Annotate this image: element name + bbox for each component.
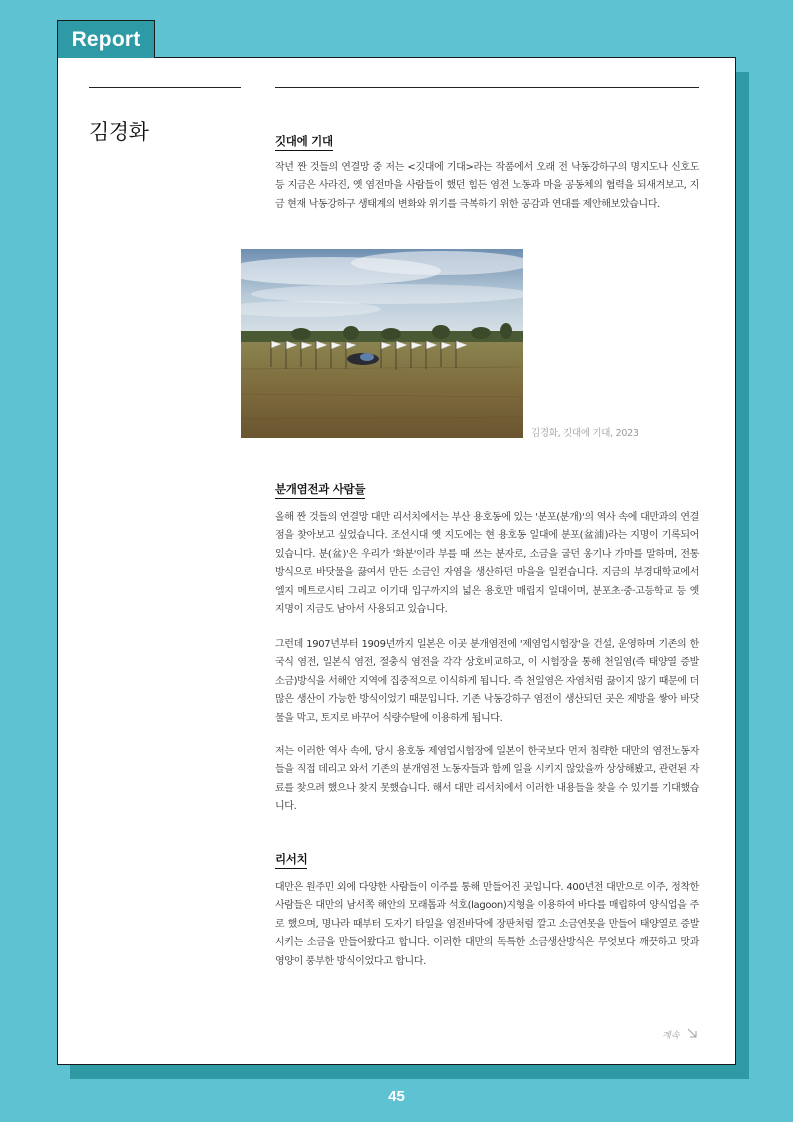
section-title-salt-field: 분개염전과 사람들 [275,481,365,499]
section-paragraph: 저는 이러한 역사 속에, 당시 용호동 제염업시험장에 일본이 한국보다 먼저 침략한 대만의 염전노동자들을 직접 데리고 와서 기존의 분개염전 노동자들과 함께 일을 시키지 않았을까 상상해봤고, 관련된 자료를 찾으려 했으나 찾지 못했습니다. 해서 대만 리서치에서 이러한 내용들을 찾을 수 있기를 기대했습니다. [275,746,699,813]
section-paragraph: 올해 짠 것들의 연결망 대만 리서치에서는 부산 용호동에 있는 '분포(분개)'의 역사 속에 대만과의 연결점을 찾아보고 싶었습니다. 조선시대 옛 지도에는 현 용호동 일대에 분포(盆浦)라는 지명이 기록되어 있습니다. 분(盆)'은 우리가 '화분'이라 부를 때 쓰는 분자로, 소금을 굽던 옹기나 가마를 말하며, 전통 방식으로 바닷물을 끓여서 만든 소금인 자염을 생산하던 마을을 일컫습니다. 지금의 부경대학교에서 엘지 메트로시티 그리고 이기대 입구까지의 넓은 용호만 매립지 일대이며, 분포초·중·고등학교 등 옛 지명이 지금도 남아서 사용되고 있습니다. [275,512,699,616]
artwork-photo [241,249,523,438]
section-paragraph: 그런데 1907년부터 1909년까지 일본은 이곳 분개염전에 '제염업시험장'을 건설, 운영하며 기존의 한국식 염전, 일본식 염전, 절충식 염전을 각각 상호비교하고, 이 시험장을 통해 천일염(즉 태양열 증발 소금)방식을 서해안 지역에 집중적으로 이식하게 됩니다. 즉 천일염은 자염처럼 끓이지 않기 때문에 더 많은 생산이 가능한 방식이었기 때문입니다. 기존 낙동강하구 염전이 생산되던 곳은 제방을 쌓아 바닷물을 막고, 토지로 바꾸어 식량수탈에 이용하게 됩니다. [275,639,699,724]
section-paragraph: 작년 짠 것들의 연결망 중 저는 <깃대에 기대>라는 작품에서 오래 전 낙동강하구의 명지도나 신호도 등 지금은 사라진, 옛 염전마을 사람들이 했던 힘든 염전 노동과 마을 공동체의 협력을 되새겨보고, 지금 현재 낙동강하구 생태계의 변화와 위기를 극복하기 위한 공감과 연대를 제안해보았습니다. [275,162,699,210]
report-tab: Report [57,20,155,58]
section-title-research: 리서치 [275,851,307,869]
page-number: 45 [388,1088,405,1105]
section-paragraph: 대만은 원주민 외에 다양한 사람들이 이주를 통해 만들어진 곳입니다. 400년전 대만으로 이주, 정착한 사람들은 대만의 남서쪽 해안의 모래톱과 석호(lagoon)지형을 이용하여 바다를 매립하여 양식업을 주로 했으며, 명나라 때부터 도자기 타일을 염전바닥에 장판처럼 깔고 소금연못을 만들어 태양열로 증발시키는 소금을 만들어왔다고 합니다. 이러한 대만의 독특한 소금생산방식은 무엇보다 깨끗하고 맛과 영양이 풍부한 방식이었다고 합니다. [275,882,699,967]
divider-left [89,87,241,88]
author-name: 김경화 [89,120,149,144]
continue-label: 계속 [662,1031,680,1041]
divider-right [275,87,699,88]
section-title-flagpole: 깃대에 기대 [275,133,333,151]
photo-caption: 김경화, 깃대에 기대, 2023 [531,428,639,439]
arrow-down-right-icon [687,1028,697,1041]
continue-link[interactable] [662,1028,697,1041]
